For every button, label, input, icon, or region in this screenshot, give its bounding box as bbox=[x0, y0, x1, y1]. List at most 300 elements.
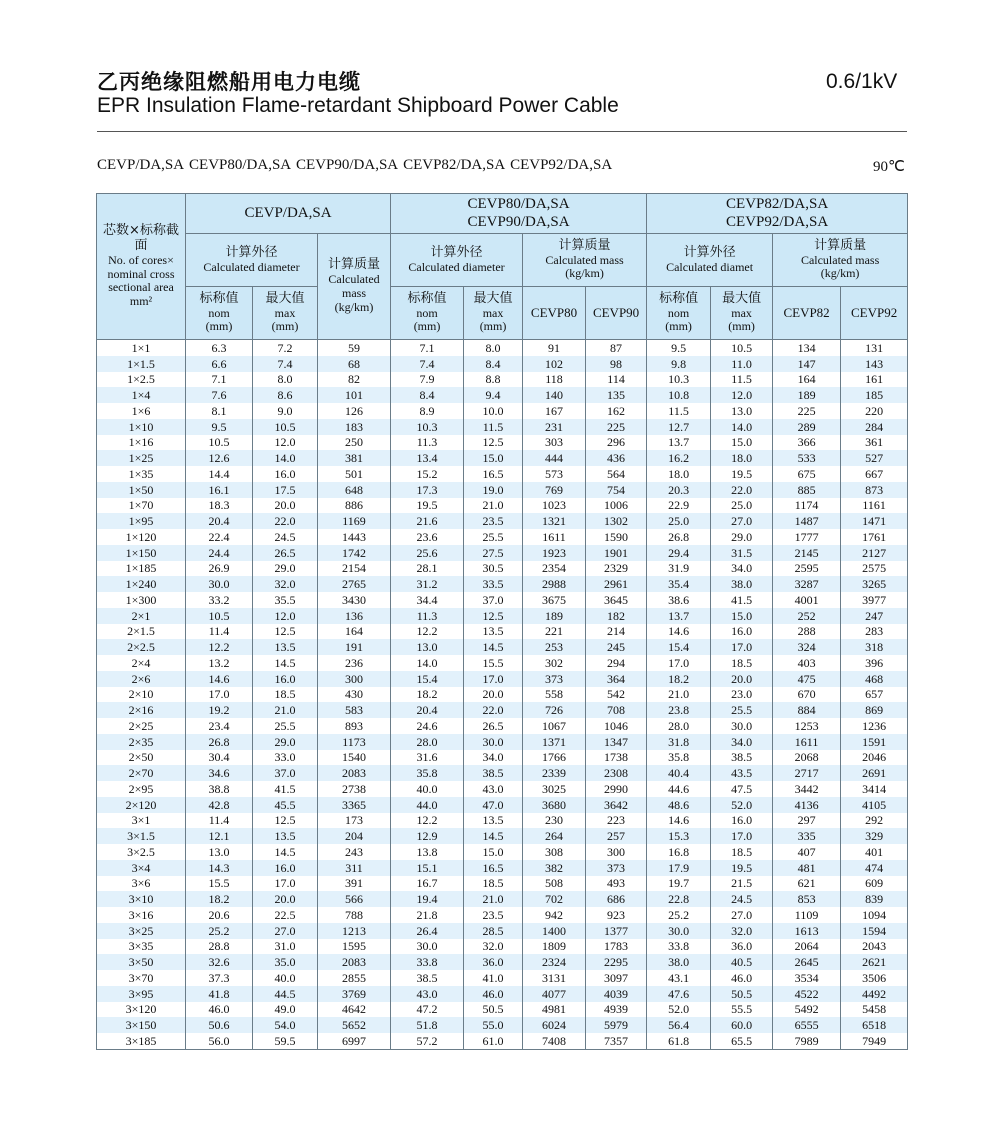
table-cell: 2068 bbox=[773, 750, 841, 766]
table-row bbox=[97, 860, 908, 876]
table-cell: 15.0 bbox=[711, 435, 773, 451]
table-cell: 43.0 bbox=[464, 781, 523, 797]
table-cell: 5492 bbox=[773, 1002, 841, 1018]
table-cell: 3131 bbox=[523, 970, 586, 986]
table-cell: 542 bbox=[586, 687, 647, 703]
table-cell: 50.5 bbox=[464, 1002, 523, 1018]
table-cell: 14.0 bbox=[391, 655, 464, 671]
table-cell: 32.6 bbox=[186, 954, 253, 970]
table-cell: 1253 bbox=[773, 718, 841, 734]
diameter-cn: 计算外径 bbox=[225, 244, 278, 260]
table-cell: 91 bbox=[523, 340, 586, 356]
mass-header-g2 bbox=[523, 234, 647, 287]
table-cell: 31.2 bbox=[391, 576, 464, 592]
table-cell: 35.8 bbox=[647, 750, 711, 766]
table-cell: 1777 bbox=[773, 529, 841, 545]
table-cell: 32.0 bbox=[253, 576, 318, 592]
table-cell: 16.8 bbox=[647, 844, 711, 860]
table-cell: 475 bbox=[773, 671, 841, 687]
table-cell: 14.6 bbox=[647, 624, 711, 640]
table-row bbox=[97, 797, 908, 813]
mass-cn: 计算质量 bbox=[328, 257, 381, 273]
table-cell: 38.0 bbox=[711, 576, 773, 592]
row-size-cell: 3×1.5 bbox=[97, 828, 186, 844]
table-cell: 621 bbox=[773, 876, 841, 892]
table-cell: 11.5 bbox=[464, 419, 523, 435]
table-cell: 31.0 bbox=[253, 939, 318, 955]
table-cell: 19.7 bbox=[647, 876, 711, 892]
row-size-cell: 1×10 bbox=[97, 419, 186, 435]
table-cell: 9.4 bbox=[464, 387, 523, 403]
table-cell: 13.5 bbox=[253, 828, 318, 844]
table-cell: 6.6 bbox=[186, 356, 253, 372]
table-cell: 5652 bbox=[318, 1017, 391, 1033]
table-cell: 1443 bbox=[318, 529, 391, 545]
table-cell: 12.0 bbox=[253, 608, 318, 624]
table-cell: 2621 bbox=[841, 954, 908, 970]
table-cell: 6.3 bbox=[186, 340, 253, 356]
table-cell: 12.5 bbox=[464, 435, 523, 451]
table-cell: 36.0 bbox=[711, 939, 773, 955]
header-cores-en-1: No. of cores× bbox=[108, 252, 174, 267]
table-cell: 13.7 bbox=[647, 435, 711, 451]
table-cell: 19.5 bbox=[711, 860, 773, 876]
table-cell: 15.5 bbox=[464, 655, 523, 671]
table-cell: 47.6 bbox=[647, 986, 711, 1002]
table-cell: 55.5 bbox=[711, 1002, 773, 1018]
table-cell: 18.0 bbox=[647, 466, 711, 482]
table-cell: 382 bbox=[523, 860, 586, 876]
table-cell: 1161 bbox=[841, 498, 908, 514]
table-cell: 30.4 bbox=[186, 750, 253, 766]
table-row bbox=[97, 592, 908, 608]
table-cell: 318 bbox=[841, 639, 908, 655]
table-cell: 82 bbox=[318, 372, 391, 388]
table-cell: 23.5 bbox=[464, 513, 523, 529]
table-cell: 17.3 bbox=[391, 482, 464, 498]
table-row bbox=[97, 435, 908, 451]
table-cell: 21.0 bbox=[647, 687, 711, 703]
max-unit: (mm) bbox=[271, 319, 299, 334]
table-cell: 24.4 bbox=[186, 545, 253, 561]
table-cell: 18.0 bbox=[711, 450, 773, 466]
table-cell: 3287 bbox=[773, 576, 841, 592]
table-cell: 3265 bbox=[841, 576, 908, 592]
table-cell: 1302 bbox=[586, 513, 647, 529]
table-cell: 308 bbox=[523, 844, 586, 860]
table-row bbox=[97, 876, 908, 892]
table-cell: 13.5 bbox=[253, 639, 318, 655]
table-cell: 50.5 bbox=[711, 986, 773, 1002]
nom-en: nom bbox=[667, 305, 690, 320]
table-cell: 9.8 bbox=[647, 356, 711, 372]
table-cell: 31.9 bbox=[647, 561, 711, 577]
table-cell: 11.4 bbox=[186, 813, 253, 829]
table-cell: 31.5 bbox=[711, 545, 773, 561]
table-cell: 38.8 bbox=[186, 781, 253, 797]
table-cell: 4136 bbox=[773, 797, 841, 813]
subheader-cevp82: CEVP82 bbox=[773, 287, 841, 340]
table-cell: 61.0 bbox=[464, 1033, 523, 1049]
row-size-cell: 1×1 bbox=[97, 340, 186, 356]
table-cell: 16.0 bbox=[253, 860, 318, 876]
header-cores-section bbox=[97, 194, 186, 340]
table-cell: 6518 bbox=[841, 1017, 908, 1033]
table-row bbox=[97, 970, 908, 986]
row-size-cell: 3×4 bbox=[97, 860, 186, 876]
table-cell: 49.0 bbox=[253, 1002, 318, 1018]
table-cell: 373 bbox=[586, 860, 647, 876]
table-row bbox=[97, 608, 908, 624]
diameter-cn: 计算外径 bbox=[430, 244, 483, 260]
table-row bbox=[97, 639, 908, 655]
table-cell: 8.4 bbox=[391, 387, 464, 403]
table-row bbox=[97, 450, 908, 466]
table-cell: 2064 bbox=[773, 939, 841, 955]
table-cell: 288 bbox=[773, 624, 841, 640]
table-row bbox=[97, 624, 908, 640]
table-cell: 245 bbox=[586, 639, 647, 655]
row-size-cell: 3×120 bbox=[97, 1002, 186, 1018]
mass-cn: 计算质量 bbox=[814, 237, 867, 253]
table-cell: 2295 bbox=[586, 954, 647, 970]
table-cell: 648 bbox=[318, 482, 391, 498]
table-cell: 403 bbox=[773, 655, 841, 671]
table-cell: 185 bbox=[841, 387, 908, 403]
table-cell: 30.5 bbox=[464, 561, 523, 577]
table-cell: 23.8 bbox=[647, 702, 711, 718]
table-cell: 4492 bbox=[841, 986, 908, 1002]
row-size-cell: 2×6 bbox=[97, 671, 186, 687]
table-cell: 41.0 bbox=[464, 970, 523, 986]
table-cell: 28.0 bbox=[647, 718, 711, 734]
row-size-cell: 1×4 bbox=[97, 387, 186, 403]
table-cell: 27.0 bbox=[711, 907, 773, 923]
table-cell: 873 bbox=[841, 482, 908, 498]
table-cell: 686 bbox=[586, 891, 647, 907]
table-cell: 21.0 bbox=[253, 702, 318, 718]
table-cell: 24.5 bbox=[711, 891, 773, 907]
row-size-cell: 3×16 bbox=[97, 907, 186, 923]
table-cell: 670 bbox=[773, 687, 841, 703]
table-cell: 3977 bbox=[841, 592, 908, 608]
table-row bbox=[97, 498, 908, 514]
table-cell: 221 bbox=[523, 624, 586, 640]
table-cell: 1347 bbox=[586, 734, 647, 750]
table-cell: 1613 bbox=[773, 923, 841, 939]
row-size-cell: 2×16 bbox=[97, 702, 186, 718]
table-cell: 1067 bbox=[523, 718, 586, 734]
table-row bbox=[97, 750, 908, 766]
table-cell: 225 bbox=[586, 419, 647, 435]
nom-unit: (mm) bbox=[665, 319, 692, 334]
table-cell: 32.0 bbox=[464, 939, 523, 955]
table-cell: 29.0 bbox=[253, 734, 318, 750]
table-cell: 19.5 bbox=[711, 466, 773, 482]
table-row bbox=[97, 939, 908, 955]
table-cell: 2595 bbox=[773, 561, 841, 577]
table-cell: 1761 bbox=[841, 529, 908, 545]
mass-en: Calculated mass bbox=[545, 252, 624, 267]
row-size-cell: 3×35 bbox=[97, 939, 186, 955]
nom-en: nom bbox=[416, 305, 438, 320]
table-cell: 2083 bbox=[318, 765, 391, 781]
row-size-cell: 1×16 bbox=[97, 435, 186, 451]
table-cell: 14.3 bbox=[186, 860, 253, 876]
table-cell: 54.0 bbox=[253, 1017, 318, 1033]
table-cell: 14.0 bbox=[711, 419, 773, 435]
diameter-en-short: Calculated diamet bbox=[666, 259, 754, 274]
table-cell: 923 bbox=[586, 907, 647, 923]
table-cell: 22.0 bbox=[464, 702, 523, 718]
table-cell: 1766 bbox=[523, 750, 586, 766]
table-cell: 884 bbox=[773, 702, 841, 718]
header-cores-en-2: nominal cross bbox=[107, 266, 175, 281]
table-cell: 2324 bbox=[523, 954, 586, 970]
table-cell: 22.0 bbox=[711, 482, 773, 498]
table-cell: 29.0 bbox=[253, 561, 318, 577]
table-cell: 8.1 bbox=[186, 403, 253, 419]
table-cell: 329 bbox=[841, 828, 908, 844]
table-cell: 135 bbox=[586, 387, 647, 403]
table-cell: 3645 bbox=[586, 592, 647, 608]
nom-unit: (mm) bbox=[413, 319, 441, 334]
table-cell: 189 bbox=[773, 387, 841, 403]
header-cores-en-3: sectional area bbox=[108, 280, 174, 295]
row-size-cell: 1×120 bbox=[97, 529, 186, 545]
table-cell: 9.5 bbox=[186, 419, 253, 435]
table-cell: 27.0 bbox=[711, 513, 773, 529]
table-cell: 231 bbox=[523, 419, 586, 435]
table-cell: 23.0 bbox=[711, 687, 773, 703]
table-cell: 4642 bbox=[318, 1002, 391, 1018]
table-cell: 59.5 bbox=[253, 1033, 318, 1049]
table-cell: 708 bbox=[586, 702, 647, 718]
table-cell: 407 bbox=[773, 844, 841, 860]
table-cell: 8.6 bbox=[253, 387, 318, 403]
mass-unit: (kg/km) bbox=[565, 266, 604, 281]
table-cell: 754 bbox=[586, 482, 647, 498]
table-cell: 1923 bbox=[523, 545, 586, 561]
table-cell: 18.2 bbox=[391, 687, 464, 703]
table-cell: 28.8 bbox=[186, 939, 253, 955]
table-cell: 15.1 bbox=[391, 860, 464, 876]
table-row bbox=[97, 419, 908, 435]
table-cell: 1094 bbox=[841, 907, 908, 923]
group-label-cevp: CEVP/DA,SA bbox=[244, 204, 332, 221]
table-cell: 381 bbox=[318, 450, 391, 466]
table-cell: 102 bbox=[523, 356, 586, 372]
table-cell: 3506 bbox=[841, 970, 908, 986]
table-cell: 869 bbox=[841, 702, 908, 718]
row-size-cell: 1×95 bbox=[97, 513, 186, 529]
table-cell: 2961 bbox=[586, 576, 647, 592]
table-cell: 4981 bbox=[523, 1002, 586, 1018]
table-cell: 19.4 bbox=[391, 891, 464, 907]
max-en: max bbox=[482, 305, 504, 320]
table-cell: 164 bbox=[318, 624, 391, 640]
table-cell: 788 bbox=[318, 907, 391, 923]
table-cell: 3642 bbox=[586, 797, 647, 813]
table-cell: 13.7 bbox=[647, 608, 711, 624]
group-label-cevp92: CEVP92/DA,SA bbox=[726, 213, 829, 230]
table-cell: 20.6 bbox=[186, 907, 253, 923]
table-cell: 12.7 bbox=[647, 419, 711, 435]
table-cell: 1783 bbox=[586, 939, 647, 955]
table-cell: 25.0 bbox=[711, 498, 773, 514]
table-cell: 37.0 bbox=[464, 592, 523, 608]
table-cell: 7949 bbox=[841, 1033, 908, 1049]
table-row bbox=[97, 781, 908, 797]
table-cell: 11.5 bbox=[647, 403, 711, 419]
table-cell: 189 bbox=[523, 608, 586, 624]
table-row bbox=[97, 513, 908, 529]
table-cell: 1742 bbox=[318, 545, 391, 561]
table-cell: 1321 bbox=[523, 513, 586, 529]
table-row bbox=[97, 923, 908, 939]
table-row bbox=[97, 765, 908, 781]
table-cell: 1377 bbox=[586, 923, 647, 939]
table-cell: 52.0 bbox=[711, 797, 773, 813]
row-size-cell: 1×50 bbox=[97, 482, 186, 498]
table-cell: 297 bbox=[773, 813, 841, 829]
table-cell: 8.8 bbox=[464, 372, 523, 388]
table-cell: 22.5 bbox=[253, 907, 318, 923]
table-cell: 2738 bbox=[318, 781, 391, 797]
table-cell: 26.4 bbox=[391, 923, 464, 939]
table-cell: 4077 bbox=[523, 986, 586, 1002]
diameter-cn: 计算外径 bbox=[683, 244, 736, 260]
table-cell: 140 bbox=[523, 387, 586, 403]
table-cell: 1109 bbox=[773, 907, 841, 923]
table-cell: 283 bbox=[841, 624, 908, 640]
table-cell: 2339 bbox=[523, 765, 586, 781]
table-cell: 303 bbox=[523, 435, 586, 451]
table-cell: 12.5 bbox=[464, 608, 523, 624]
table-cell: 373 bbox=[523, 671, 586, 687]
cable-spec-table bbox=[96, 193, 908, 1050]
table-row bbox=[97, 372, 908, 388]
mass-unit: (kg/km) bbox=[820, 266, 860, 281]
subheader-cevp92: CEVP92 bbox=[841, 287, 908, 340]
table-cell: 21.8 bbox=[391, 907, 464, 923]
table-cell: 12.2 bbox=[391, 813, 464, 829]
table-cell: 45.5 bbox=[253, 797, 318, 813]
table-cell: 31.8 bbox=[647, 734, 711, 750]
table-cell: 2145 bbox=[773, 545, 841, 561]
table-cell: 24.6 bbox=[391, 718, 464, 734]
table-cell: 51.8 bbox=[391, 1017, 464, 1033]
table-cell: 26.9 bbox=[186, 561, 253, 577]
max-cn: 最大值 bbox=[265, 290, 305, 306]
table-row bbox=[97, 734, 908, 750]
table-cell: 2765 bbox=[318, 576, 391, 592]
row-size-cell: 3×70 bbox=[97, 970, 186, 986]
nom-cn: 标称值 bbox=[407, 290, 447, 306]
table-cell: 364 bbox=[586, 671, 647, 687]
row-size-cell: 3×2.5 bbox=[97, 844, 186, 860]
table-row bbox=[97, 387, 908, 403]
model-list: CEVP/DA,SA CEVP80/DA,SA CEVP90/DA,SA CEVP82/DA,SA CEVP92/DA,SA bbox=[97, 157, 613, 173]
table-cell: 118 bbox=[523, 372, 586, 388]
table-cell: 13.0 bbox=[186, 844, 253, 860]
table-cell: 65.5 bbox=[711, 1033, 773, 1049]
table-row bbox=[97, 1002, 908, 1018]
table-cell: 13.0 bbox=[711, 403, 773, 419]
table-cell: 3430 bbox=[318, 592, 391, 608]
table-cell: 14.4 bbox=[186, 466, 253, 482]
table-cell: 17.0 bbox=[711, 639, 773, 655]
table-cell: 46.0 bbox=[711, 970, 773, 986]
table-row bbox=[97, 813, 908, 829]
table-cell: 1213 bbox=[318, 923, 391, 939]
table-cell: 10.8 bbox=[647, 387, 711, 403]
table-cell: 38.5 bbox=[391, 970, 464, 986]
nom-header bbox=[391, 287, 464, 340]
table-cell: 26.5 bbox=[253, 545, 318, 561]
table-cell: 18.2 bbox=[647, 671, 711, 687]
table-cell: 131 bbox=[841, 340, 908, 356]
table-cell: 35.4 bbox=[647, 576, 711, 592]
table-cell: 11.0 bbox=[711, 356, 773, 372]
table-cell: 7.4 bbox=[391, 356, 464, 372]
table-cell: 21.0 bbox=[464, 498, 523, 514]
table-cell: 29.4 bbox=[647, 545, 711, 561]
table-cell: 493 bbox=[586, 876, 647, 892]
table-cell: 50.6 bbox=[186, 1017, 253, 1033]
max-header bbox=[711, 287, 773, 340]
table-cell: 14.6 bbox=[647, 813, 711, 829]
group-header-cevp80-90 bbox=[391, 194, 647, 234]
table-cell: 396 bbox=[841, 655, 908, 671]
table-cell: 2308 bbox=[586, 765, 647, 781]
table-cell: 21.5 bbox=[711, 876, 773, 892]
table-cell: 11.4 bbox=[186, 624, 253, 640]
table-cell: 16.7 bbox=[391, 876, 464, 892]
table-cell: 20.0 bbox=[253, 498, 318, 514]
table-cell: 25.5 bbox=[711, 702, 773, 718]
table-cell: 10.5 bbox=[186, 435, 253, 451]
table-cell: 225 bbox=[773, 403, 841, 419]
table-cell: 236 bbox=[318, 655, 391, 671]
table-cell: 15.4 bbox=[391, 671, 464, 687]
table-cell: 7.4 bbox=[253, 356, 318, 372]
table-cell: 675 bbox=[773, 466, 841, 482]
table-cell: 501 bbox=[318, 466, 391, 482]
table-cell: 12.1 bbox=[186, 828, 253, 844]
table-cell: 1023 bbox=[523, 498, 586, 514]
table-cell: 16.5 bbox=[464, 466, 523, 482]
table-cell: 1046 bbox=[586, 718, 647, 734]
table-row bbox=[97, 655, 908, 671]
table-cell: 17.0 bbox=[464, 671, 523, 687]
table-cell: 14.5 bbox=[464, 828, 523, 844]
table-cell: 14.5 bbox=[253, 655, 318, 671]
table-cell: 17.0 bbox=[253, 876, 318, 892]
table-cell: 2329 bbox=[586, 561, 647, 577]
table-row bbox=[97, 529, 908, 545]
nom-cn: 标称值 bbox=[659, 290, 699, 306]
header-cores-cn: 芯数×标称截面 bbox=[103, 222, 179, 253]
table-cell: 17.0 bbox=[647, 655, 711, 671]
table-cell: 474 bbox=[841, 860, 908, 876]
table-cell: 87 bbox=[586, 340, 647, 356]
max-cn: 最大值 bbox=[473, 290, 513, 306]
table-cell: 114 bbox=[586, 372, 647, 388]
table-cell: 230 bbox=[523, 813, 586, 829]
table-cell: 481 bbox=[773, 860, 841, 876]
table-cell: 468 bbox=[841, 671, 908, 687]
